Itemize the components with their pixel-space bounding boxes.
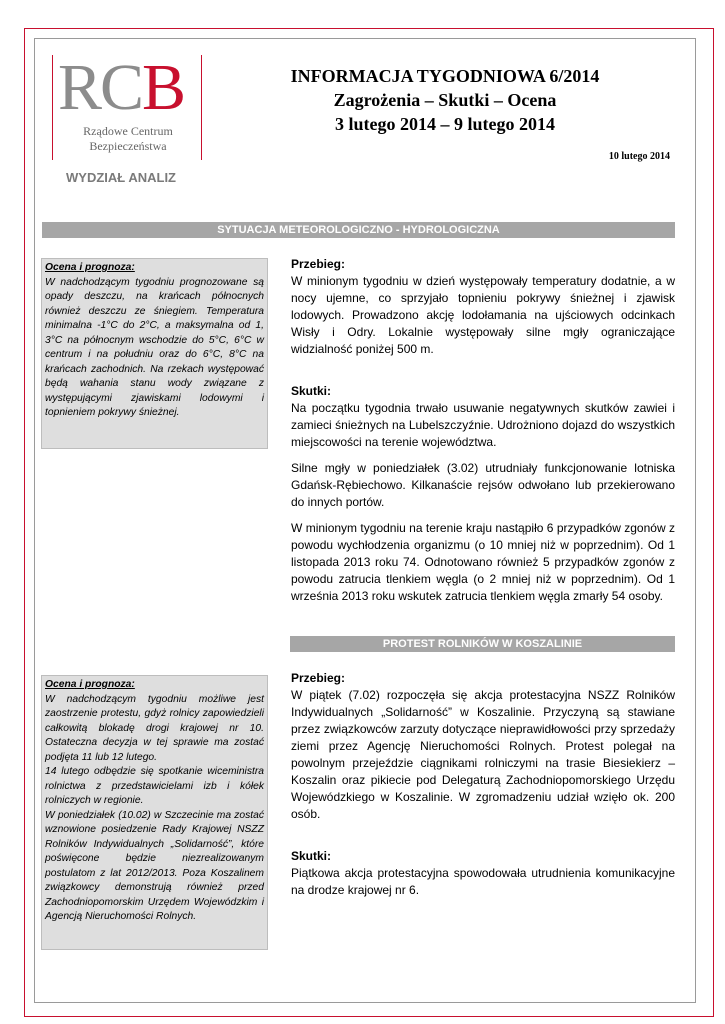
skutki-heading: Skutki: <box>291 384 332 398</box>
department-label: WYDZIAŁ ANALIZ <box>66 170 176 185</box>
rcb-logo <box>58 52 198 124</box>
skutki-paragraph: Silne mgły w poniedziałek (3.02) utrudniały funkcjonowanie lotniska Gdańsk-Rębiechowo. Kilkanaście rejsów odwołano lub przekierowano do innych portów. <box>291 461 675 509</box>
sidebar-text: W nadchodzącym tygodniu prognozowane są opady deszczu, na krańcach północnych również deszczu ze śniegiem. Temperatura minimalna -1°C do 2°C, a maksymalna od 1, 3°C na północnym wschodzie do 5°C, 6°C w centrum i na południu oraz do 6°C, 8°C na krańcach zachodnich. Na rzekach występować będą wahania stanu wody związane z występującymi zjawiskami lodowymi i topnieniem pokrywy śnieżnej. <box>45 276 264 418</box>
logo-subtitle <box>58 124 198 154</box>
sidebar-heading: Ocena i prognoza: <box>45 679 135 690</box>
przebieg-text: W minionym tygodniu w dzień występowały temperatury dodatnie, a w nocy ujemne, co sprzyjało topnieniu pokrywy śnieżnej i zjawisk lodowych. Prowadzono akcję lodołamania na ujściowych odcinkach Wisły i Odry. Lokalnie występowały silne mgły ograniczające widzialność poniżej 500 m. <box>291 274 675 356</box>
header-title: INFORMACJA TYGODNIOWA 6/2014 <box>290 66 600 86</box>
logo-divider-right <box>201 55 202 160</box>
header-subtitle: Zagrożenia – Skutki – Ocena <box>333 90 557 110</box>
issue-date: 10 lutego 2014 <box>608 151 670 162</box>
przebieg-text: W piątek (7.02) rozpoczęła się akcja protestacyjna NSZZ Rolników Indywidualnych „Solidarność” w Koszalinie. Przyczyną są stawiane przez związkowców zarzuty dotyczące nieprawidłowości przy sprzedaży ziemi przez Agencję Nieruchomości Rolnych. Protest polegał na powolnym przejeździe ciągnikami rolniczymi na trasie Biesiekierz – Koszalin oraz pikiecie pod Delegaturą Zachodniopomorskiego Urzędu Wojewódzkiego w Koszalinie. W zgromadzeniu udział wzięło ok. 200 osób. <box>291 688 675 821</box>
logo-subtitle-line1: Rządowe Centrum <box>83 124 173 138</box>
sidebar-text: W nadchodzącym tygodniu możliwe jest zaostrzenie protestu, gdyż rolnicy zapowiedzieli całkowitą blokadę drogi krajowej nr 10. Ostateczna decyzja w tej sprawie ma zostać podjęta 11 lub 12 lutego. <box>45 693 264 763</box>
skutki-heading: Skutki: <box>291 849 332 863</box>
section-title-protest: PROTEST ROLNIKÓW W KOSZALINIE <box>290 636 675 652</box>
sidebar-heading: Ocena i prognoza: <box>45 262 135 273</box>
logo-divider-left <box>52 55 53 160</box>
main-content-protest <box>291 670 675 908</box>
skutki-paragraph: W minionym tygodniu na terenie kraju nastąpiło 6 przypadków zgonów z powodu wychłodzenia organizmu (o 10 mniej niż w poprzednim). Od 1 listopada 2013 roku 74. Odnotowano również 5 przypadków zgonów z powodu zatrucia tlenkiem węgla (o 2 mniej niż w poprzednim). Od 1 września 2013 roku wskutek zatrucia tlenkiem węgla zmarły 54 osoby. <box>291 521 675 603</box>
logo-b-letter: B <box>142 51 185 124</box>
skutki-paragraph: Na początku tygodnia trwało usuwanie negatywnych skutków zawiei i zamieci śnieżnych na Lubelszczyźnie. Udrożniono dojazd do wszystkich miejscowości na terenie województwa. <box>291 401 675 449</box>
logo-rc-letters: RC <box>58 51 143 124</box>
logo-subtitle-line2: Bezpieczeństwa <box>89 139 167 153</box>
sidebar-text: 14 lutego odbędzie się spotkanie wiceministra rolnictwa z przedstawicielami izb i kółek rolniczych w regionie. <box>45 766 264 806</box>
przebieg-heading: Przebieg: <box>291 257 346 271</box>
sidebar-forecast-meteo <box>41 258 268 449</box>
section-title-meteo: SYTUACJA METEOROLOGICZNO - HYDROLOGICZNA <box>42 222 675 238</box>
sidebar-forecast-protest <box>41 675 268 950</box>
przebieg-heading: Przebieg: <box>291 671 346 685</box>
sidebar-text: W poniedziałek (10.02) w Szczecinie ma zostać wznowione posiedzenie Rady Krajowej NSZZ Rolników Indywidualnych „Solidarność”, które poświęcone będzie niezrealizowanym postulatom z lat 2012/2013. Poza Koszalinem związkowcy demonstrują również przed Zachodniopomorskim Urzędem Wojewódzkim i Agencją Nieruchomości Rolnych. <box>45 809 264 922</box>
header-period: 3 lutego 2014 – 9 lutego 2014 <box>335 114 555 134</box>
document-header <box>225 64 665 136</box>
main-content-meteo <box>291 256 675 614</box>
skutki-paragraph: Piątkowa akcja protestacyjna spowodowała utrudnienia komunikacyjne na drodze krajowej nr 6. <box>291 866 675 897</box>
